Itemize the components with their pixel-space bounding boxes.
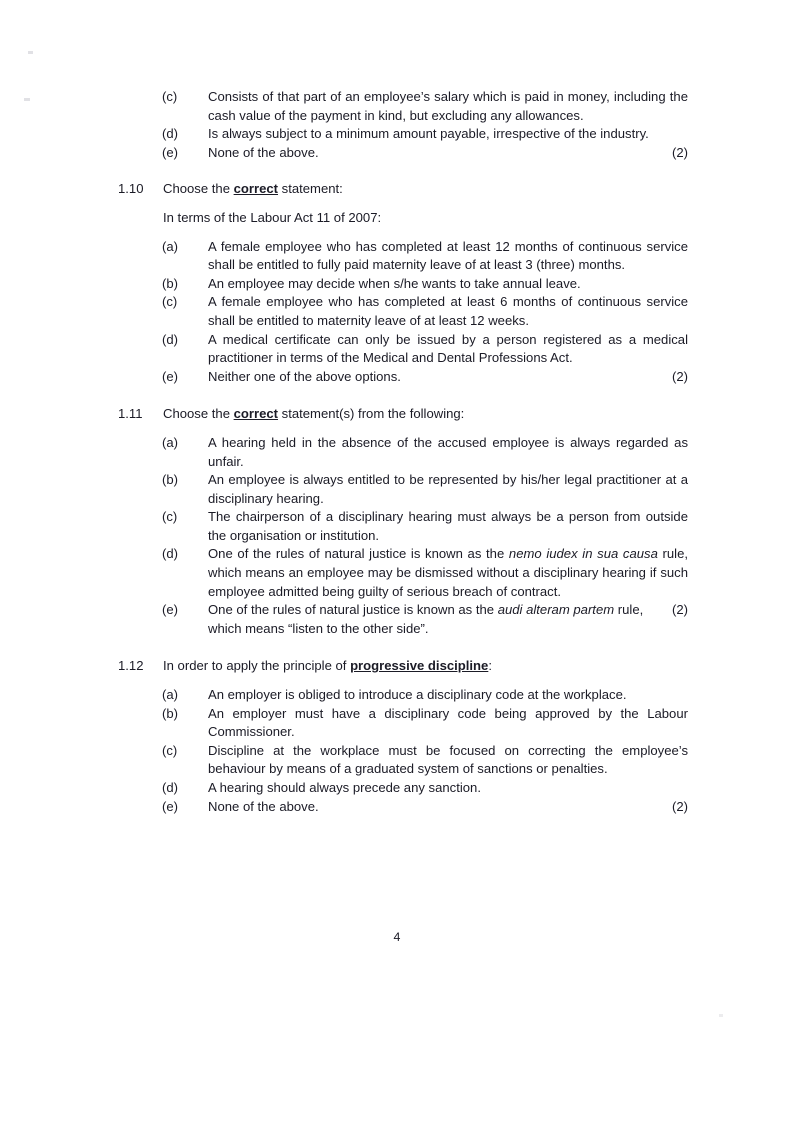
option-text-content: One of the rules of natural justice is known as the audi alteram partem rule, which means “listen to the other side”. bbox=[208, 602, 644, 636]
option-row bbox=[162, 471, 688, 508]
option-row bbox=[162, 275, 688, 294]
option-row bbox=[162, 742, 688, 779]
option-text bbox=[208, 88, 688, 125]
page-content bbox=[118, 88, 688, 816]
option-label: (e) bbox=[162, 368, 179, 384]
option-label: (d) bbox=[162, 780, 179, 795]
option-text-content: A female employee who has completed at least 12 months of continuous service shall be entitled to fully paid maternity leave of at least 3 (three) months. bbox=[208, 238, 688, 273]
question-block bbox=[118, 405, 688, 638]
option-label: (d) bbox=[162, 546, 179, 562]
option-label: (c) bbox=[162, 294, 178, 310]
spacer bbox=[118, 424, 688, 434]
option-row bbox=[162, 331, 688, 368]
emphasised-term: correct bbox=[233, 181, 279, 197]
option-row bbox=[162, 798, 688, 817]
option-label: (e) bbox=[162, 144, 179, 160]
option-text-content: None of the above. bbox=[208, 144, 319, 160]
scan-speck bbox=[24, 98, 30, 101]
option-text bbox=[208, 144, 688, 163]
option-label: (c) bbox=[162, 509, 178, 525]
option-text-content: An employer is obliged to introduce a disciplinary code at the workplace. bbox=[208, 687, 627, 703]
scan-speck bbox=[719, 1014, 723, 1017]
option-text bbox=[208, 368, 688, 387]
spacer bbox=[118, 228, 688, 238]
option-text bbox=[208, 434, 688, 471]
emphasised-term: correct bbox=[233, 406, 279, 422]
option-text-content: A hearing should always precede any sanction. bbox=[208, 780, 481, 795]
question-block bbox=[118, 180, 688, 386]
option-text bbox=[208, 779, 688, 798]
option-text-content: Neither one of the above options. bbox=[208, 368, 401, 384]
option-text bbox=[208, 601, 688, 638]
question-subheading: In terms of the Labour Act 11 of 2007: bbox=[163, 209, 382, 225]
latin-phrase: nemo iudex in sua causa bbox=[508, 546, 658, 562]
option-text-content: The chairperson of a disciplinary hearing must always be a person from outside the organisation or institution. bbox=[208, 509, 688, 543]
option-row bbox=[162, 238, 688, 275]
options-list bbox=[162, 686, 688, 816]
option-text bbox=[208, 686, 688, 705]
questions-list bbox=[118, 180, 688, 816]
question-block bbox=[118, 657, 688, 816]
option-text bbox=[208, 293, 688, 330]
options-list bbox=[162, 238, 688, 387]
question-number: 1.11 bbox=[118, 406, 143, 422]
option-row bbox=[162, 293, 688, 330]
option-label: (e) bbox=[162, 602, 179, 618]
option-text bbox=[208, 238, 688, 275]
marks-value: (2) bbox=[671, 798, 688, 814]
options-list bbox=[162, 434, 688, 639]
option-text bbox=[208, 798, 688, 817]
option-label: (d) bbox=[162, 331, 179, 347]
option-text bbox=[208, 508, 688, 545]
spacer bbox=[118, 199, 688, 209]
option-row bbox=[162, 686, 688, 705]
option-label: (a) bbox=[162, 238, 179, 254]
option-row bbox=[162, 705, 688, 742]
option-text-content: Consists of that part of an employee’s salary which is paid in money, including the cash value of the payment in kind, but excluding any allowances. bbox=[208, 89, 688, 123]
option-text-content: Discipline at the workplace must be focused on correcting the employee’s behaviour by means of a graduated system of sanctions or penalties. bbox=[208, 742, 688, 777]
question-stem: Choose the correct statement(s) from the following: bbox=[163, 406, 465, 422]
scan-speck bbox=[28, 51, 33, 54]
option-label: (a) bbox=[162, 687, 179, 703]
option-label: (b) bbox=[162, 275, 179, 291]
option-label: (a) bbox=[162, 434, 179, 450]
continued-options-list bbox=[162, 88, 688, 162]
option-text bbox=[208, 705, 688, 742]
option-label: (e) bbox=[162, 798, 179, 814]
option-text-content: A hearing held in the absence of the accused employee is always regarded as unfair. bbox=[208, 434, 688, 469]
spacer bbox=[118, 162, 688, 180]
option-text bbox=[208, 471, 688, 508]
option-row bbox=[162, 368, 688, 387]
option-row bbox=[162, 601, 688, 638]
option-label: (b) bbox=[162, 472, 179, 488]
option-label: (c) bbox=[162, 89, 178, 104]
question-stem: In order to apply the principle of progressive discipline: bbox=[163, 658, 492, 674]
question-number: 1.12 bbox=[118, 658, 144, 674]
question-number: 1.10 bbox=[118, 181, 144, 197]
marks-value: (2) bbox=[671, 144, 688, 160]
option-text-content: A female employee who has completed at least 6 months of continuous service shall be entitled to maternity leave of at least 12 weeks. bbox=[208, 294, 688, 328]
latin-phrase: audi alteram partem bbox=[497, 602, 615, 618]
option-text-content: An employer must have a disciplinary code being approved by the Labour Commissioner. bbox=[208, 705, 688, 740]
option-text-content: An employee is always entitled to be represented by his/her legal practitioner at a disciplinary hearing. bbox=[208, 472, 688, 506]
option-label: (b) bbox=[162, 705, 179, 721]
option-text bbox=[208, 545, 688, 601]
page-number: 4 bbox=[393, 930, 401, 944]
option-row bbox=[162, 779, 688, 798]
option-text bbox=[208, 275, 688, 294]
question-stem: Choose the correct statement: bbox=[163, 181, 343, 197]
option-text-content: A medical certificate can only be issued by a person registered as a medical practitioner in terms of the Medical and Dental Professions Act. bbox=[208, 331, 688, 366]
marks-value: (2) bbox=[671, 368, 688, 384]
question-heading bbox=[118, 657, 688, 676]
option-text-content: An employee may decide when s/he wants to take annual leave. bbox=[208, 275, 581, 291]
emphasised-term: progressive discipline bbox=[350, 658, 489, 674]
spacer bbox=[118, 386, 688, 405]
option-text bbox=[208, 331, 688, 368]
question-heading bbox=[118, 180, 688, 199]
option-label: (c) bbox=[162, 742, 178, 758]
option-text-content: One of the rules of natural justice is known as the nemo iudex in sua causa rule, which means an employee may be dismissed without a disciplinary hearing if such employee admitted being guilty of serious breach of contract. bbox=[208, 546, 688, 599]
spacer bbox=[118, 638, 688, 657]
option-row bbox=[162, 125, 688, 144]
option-row bbox=[162, 144, 688, 163]
option-row bbox=[162, 88, 688, 125]
option-text bbox=[208, 125, 688, 144]
marks-value: (2) bbox=[671, 602, 688, 618]
option-row bbox=[162, 508, 688, 545]
option-text-content: Is always subject to a minimum amount payable, irrespective of the industry. bbox=[208, 126, 649, 142]
option-text bbox=[208, 742, 688, 779]
option-row bbox=[162, 434, 688, 471]
option-row bbox=[162, 545, 688, 601]
question-heading bbox=[118, 405, 688, 424]
option-text-content: None of the above. bbox=[208, 798, 319, 814]
option-label: (d) bbox=[162, 126, 179, 142]
spacer bbox=[118, 676, 688, 686]
